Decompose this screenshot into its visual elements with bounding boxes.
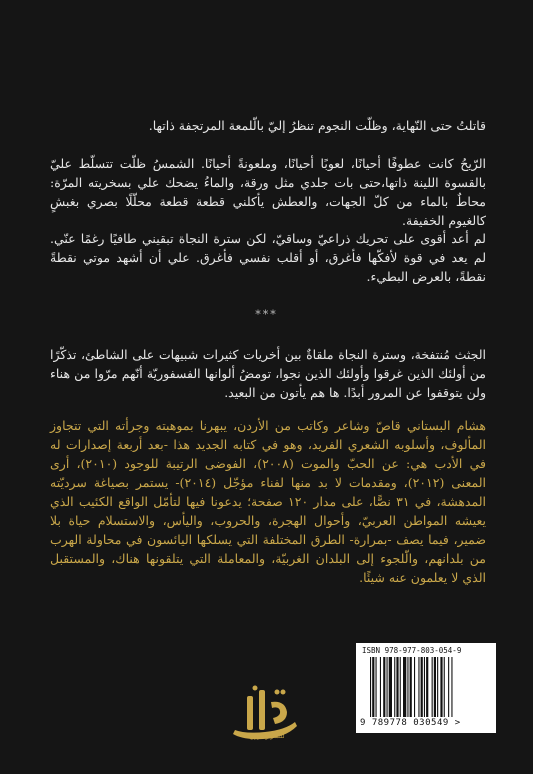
publisher-logo-subtitle: للنشر والتوزيع bbox=[249, 733, 285, 740]
author-bio bbox=[50, 416, 486, 587]
excerpt-paragraph-4 bbox=[50, 345, 486, 402]
excerpt-paragraph-1 bbox=[50, 116, 486, 135]
isbn-label: ISBN 978-977-803-054-9 bbox=[362, 646, 462, 655]
excerpt-paragraph-2 bbox=[50, 154, 486, 230]
author-bio-text: هشام البستاني قاصّ وشاعر وكاتب من الأردن، يبهرنا بموهبته وجرأته التي تتجاوز المألوف، وأسلوبه الشعري الفريد، وهو في كتابه الجديد هذا -بعد أربعة إصدارات له في الأدب هي: عن الحبّ والموت (٢٠٠٨)، الفوضى الرتيبة للوجود (٢٠١٠)، أرى المعنى (٢٠١٢)، ومقدمات لا بد منها لفناء مؤجّل (٢٠١٤)- يستمر بصياغة سرديّته المدهشة، في ٣١ نصًّا، على مدار ١٢٠ صفحة؛ يدعونا فيها لتأمّل الواقع الكئيب الذي يعيشه المواطن العربيّ، وأحوال الهجرة، والحروب، واليأس، والاستسلام حياة بلا ضمير، فيما يصف -بمرارة- الطرق المختلفة التي يسلكها اليائسون في محاولة الهرب من بلدانهم، والّلجوء إلى البلدان الغربيّة، والمعاملة التي يتلقونها هناك، والمستقبل الذي لا يعلمون عنه شيئًا. bbox=[50, 418, 487, 585]
excerpt-text-1: قاتلتُ حتى النّهاية، وظلّت النجوم تنظرُ إليّ بالّلمعة المرتجفة ذاتها. bbox=[148, 118, 486, 133]
excerpt-paragraph-3 bbox=[50, 229, 486, 286]
ean-digits: 9 789778 030549 > bbox=[360, 718, 461, 728]
section-divider: *** bbox=[255, 308, 278, 321]
excerpt-text-2: الرّيحُ كانت عطوفًا أحيانًا، لعوبًا أحيانًا، وملعونةً أحيانًا. الشمسُ ظلّت تتسلّط عليّ بالقسوة اللينة ذاتها،حتى بات جلدي مثل ورقة، والماءُ يضحك علي بسخريته المرّة: محاطٌ بالماء من كلّ الجهات، والعطش يأكلني قطعة قطعة محلّلًا بصري بغبشٍ كالغيوم الخفيفة. bbox=[50, 156, 486, 228]
isbn-barcode-box bbox=[356, 643, 496, 733]
excerpt-text-3: لم أعد أقوى على تحريك ذراعيّ وساقيّ، لكن سترة النجاة تبقيني طافيًا رغمًا عنّي. لم يعد في قوة لأفكّها فأغرق، أو أقلب نفسي فأغرق. علي أن أشهد موتي نقطةً نقطةً، بالعرض البطيء. bbox=[50, 231, 486, 284]
barcode-image bbox=[370, 657, 486, 717]
excerpt-text-4: الجثث مُنتفخة، وسترة النجاة ملقاةٌ بين أخريات كثيرات شبيهات على الشاطئ، تذكّرًا من أولئك الذين غرقوا وأولئك الذين نجوا، تومضُ ألوانها الفسفوريّة أنّهم مرّوا من هناء ولن يتوقفوا عن المرور أبدًا. ها هم يأتون من البعيد. bbox=[50, 347, 486, 400]
